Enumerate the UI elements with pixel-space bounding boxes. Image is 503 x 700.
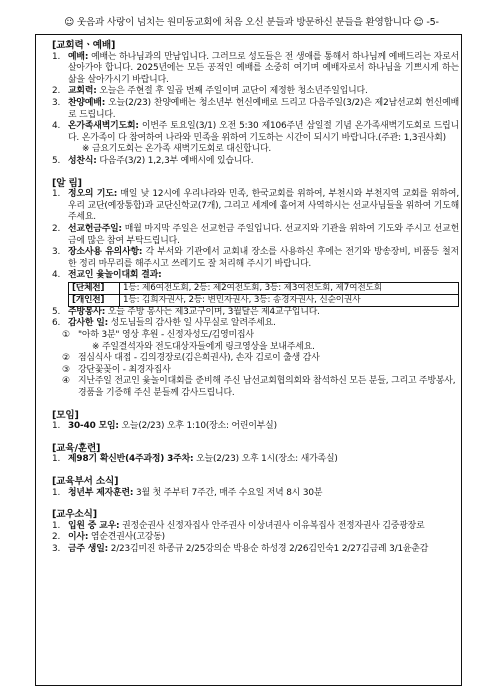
item-label: 온가족새벽기도회:	[68, 121, 139, 132]
thanks-note: ※ 주일결석자와 전도대상자들에게 링크영상을 보내주세요.	[92, 341, 315, 352]
result-key: [개인전]	[69, 294, 120, 306]
item-text: 3월 첫 주부터 7주간, 매주 수요일 저녁 8시 30분	[133, 487, 323, 498]
item-label: 주방봉사:	[68, 306, 106, 317]
worship-item-3: 3. 찬양예배: 오늘(2/23) 찬양예배는 청소년부 헌신예배로 드리고 다음주일(3/2)은 제2남선교회 헌신예배로 드립니다.	[52, 97, 459, 120]
dept-item-1: 1. 청년부 제자훈련: 3월 첫 주부터 7주간, 매주 수요일 저녁 8시 30분	[52, 487, 323, 498]
item-text: 성도님들의 감사한 일 사무실로 알려주세요.	[108, 318, 276, 329]
members-item-3: 3. 금주 생일: 2/23김미진 하종규 2/25강의순 박용순 하성경 2/26김인숙1 2/27김금례 3/1윤춘감	[52, 543, 429, 554]
notice-item-3: 3. 장소사용 유의사항: 각 부서와 기관에서 교회내 장소를 사용하신 후에는 전기와 방송장비, 비품등 철저한 정리 마무리를 해주시고 쓰레기도 잘 처리해 주시기 바랍니다.	[52, 247, 459, 269]
item-label: 감사한 일:	[68, 318, 109, 329]
thanks-item-1: ① "아하 3분" 영상 후원 - 신정자성도/김영미집사	[62, 330, 254, 341]
item-text: 오늘(2/23) 찬양예배는 청소년부 헌신예배로 드리고 다음주일(3/2)은 제2남선교회 헌신예배로 드립니다.	[68, 97, 459, 120]
item-label: 금주 생일:	[68, 543, 109, 554]
section-title-notices: [알 림]	[52, 177, 82, 189]
notice-item-1: 1. 정오의 기도: 매일 낮 12시에 우리나라와 민족, 한국교회를 위하여, 부천시와 부천지역 교회를 위하여, 우리 교단(예장통합)과 교단신학교(7개), 그리고 세계에 흩어져 사역하시는 선교사님들을 위하여 기도해 주세요.	[52, 189, 459, 223]
item-text: 염순견권사(고강동)	[88, 532, 165, 543]
training-item-1: 1. 제98기 확신반(4주과정) 3주차: 오늘(2/23) 오후 1시(장소: 새가족실)	[52, 454, 338, 465]
yut-results-table	[68, 282, 459, 307]
item-label: 제98기 확신반(4주과정) 3주차:	[68, 454, 194, 465]
item-text: 이번주 토요일(3/1) 오전 5:30 제106주년 삼일절 기념 온가족새벽기도회로 드립니다. 온가족이 다 참여하여 나라와 민족을 위하여 기도하는 시간이 되시기 바랍니다.(주관: 1,3권사회)	[68, 121, 459, 143]
item-label: 장소사용 유의사항:	[68, 247, 143, 258]
worship-item-5: 5. 성찬식: 다음주(3/2) 1,2,3부 예배시에 있습니다.	[52, 155, 254, 166]
result-value: 1등: 김희자권사, 2등: 변민자권사, 3등: 송경자권사, 신순이권사	[120, 294, 459, 306]
bulletin-content	[52, 38, 459, 556]
thanks-item-3: ③ 강단꽃꽂이 - 최경자집사	[62, 364, 171, 375]
item-label: 입원 중 교우:	[68, 520, 120, 531]
members-item-2: 2. 이사: 염순견권사(고강동)	[52, 532, 165, 543]
table-row	[69, 294, 459, 306]
thanks-item-4: ④ 지난주일 전교인 윷놀이대회를 준비해 주신 남선교회협의회와 참석하신 모든 분들, 그리고 주방봉사, 경품을 기증해 주신 분들께 감사드립니다.	[62, 376, 456, 399]
worship-item-2: 2. 교회력: 오늘은 주현절 후 일곱 번째 주일이며 교단이 제정한 청소년주일입니다.	[52, 86, 368, 97]
notice-item-2: 2. 선교헌금주일: 매월 마지막 주일은 선교헌금 주일입니다. 선교지와 기관을 위하여 기도와 주시고 선교헌금에 많은 참여 부탁드립니다.	[52, 223, 459, 246]
item-label: 선교헌금주일:	[68, 223, 122, 234]
item-label: 찬양예배:	[68, 97, 106, 108]
meeting-item-1: 1. 30-40 모임: 오늘(2/23) 오후 1:10(장소: 어린이부실)	[52, 421, 277, 432]
notice-item-4: 4. 전교인 윷놀이대회 결과:	[52, 270, 162, 281]
section-title-meeting: [모임]	[52, 409, 79, 421]
worship-item-4: 4. 온가족새벽기도회: 이번주 토요일(3/1) 오전 5:30 제106주년 삼일절 기념 온가족새벽기도회로 드립니다. 온가족이 다 참여하여 나라와 민족을 위하여 기도하는 시간이 되시기 바랍니다.(주관: 1,3권사회)	[52, 121, 459, 143]
item-label: 30-40 모임:	[68, 421, 119, 432]
item-text: 다음주(3/2) 1,2,3부 예배시에 있습니다.	[96, 155, 254, 166]
page-header: ☺ 웃음과 사랑이 넘치는 원미동교회에 처음 오신 분들과 방문하신 분들을 환영합니다 ☺ -5-	[64, 17, 439, 28]
item-text: 오늘 주방 봉사는 제3교구이며, 3월달은 제4교구입니다.	[105, 306, 320, 317]
table-row	[69, 282, 459, 294]
section-title-members: [교우소식]	[52, 509, 97, 521]
worship-note: ※ 금요기도회는 온가족 새벽기도회로 대신합니다.	[82, 144, 272, 155]
section-title-worship: [교회력ㆍ예배]	[52, 40, 116, 51]
item-text: 예배는 하나님과의 만남입니다. 그러므로 성도들은 전 생애를 통해서 하나님께 예배드리는 자로서 살아가야 합니다. 2025년에는 모든 공적인 예배를 소중히 여기며 예배자로서 하나님을 기쁘시게 하는 삶을 살아가시기 바랍니다.	[68, 51, 459, 85]
item-text: 오늘(2/23) 오후 1:10(장소: 어린이부실)	[118, 421, 277, 432]
item-text: 각 부서와 기관에서 교회내 장소를 사용하신 후에는 전기와 방송장비, 비품등 철저한 정리 마무리를 해주시고 쓰레기도 잘 처리해 주시기 바랍니다.	[68, 247, 459, 269]
item-text: 2/23김미진 하종규 2/25강의순 박용순 하성경 2/26김인숙1 2/27김금례 3/1윤춘감	[108, 543, 429, 554]
members-item-1: 1. 입원 중 교우: 권정순권사 신정자집사 안주권사 이상녀권사 이유복집사 전정자권사 김중광장로	[52, 520, 425, 531]
item-label: 정오의 기도:	[68, 189, 118, 200]
item-label: 성찬식:	[68, 155, 97, 166]
section-title-training: [교육/훈련]	[52, 442, 101, 454]
item-text: 매월 마지막 주일은 선교헌금 주일입니다. 선교지와 기관을 위하여 기도와 주시고 선교헌금에 많은 참여 부탁드립니다.	[68, 223, 459, 246]
item-label: 예배:	[68, 51, 89, 62]
item-label: 이사:	[68, 532, 89, 543]
result-value: 1등: 제6여전도회, 2등: 제2여전도회, 3등: 제3여전도회, 제7여전도회	[120, 282, 459, 294]
worship-item-1: 1. 예배: 예배는 하나님과의 만남입니다. 그러므로 성도들은 전 생애를 통해서 하나님께 예배드리는 자로서 살아가야 합니다. 2025년에는 모든 공적인 예배를 소중히 여기며 예배자로서 하나님을 기쁘시게 하는 삶을 살아가시기 바랍니다.	[52, 51, 459, 85]
item-label: 교회력:	[68, 86, 97, 97]
result-key: [단체전]	[69, 282, 120, 294]
thanks-item-2: ② 점심식사 대접 - 김의경장로(김은희권사), 손자 김로이 출생 감사	[62, 353, 320, 364]
item-label: 전교인 윷놀이대회 결과:	[68, 270, 162, 281]
item-text: 매일 낮 12시에 우리나라와 민족, 한국교회를 위하여, 부천시와 부천지역 교회를 위하여, 우리 교단(예장통합)과 교단신학교(7개), 그리고 세계에 흩어져 사역하시는 선교사님들을 위하여 기도해 주세요.	[68, 189, 459, 223]
item-text: 오늘(2/23) 오후 1시(장소: 새가족실)	[193, 454, 338, 465]
section-title-dept: [교육부서 소식]	[52, 476, 119, 487]
item-label: 청년부 제자훈련:	[68, 487, 134, 498]
item-text: 오늘은 주현절 후 일곱 번째 주일이며 교단이 제정한 청소년주일입니다.	[96, 86, 368, 97]
notice-item-5: 5. 주방봉사: 오늘 주방 봉사는 제3교구이며, 3월달은 제4교구입니다.	[52, 306, 320, 317]
item-text: 권정순권사 신정자집사 안주권사 이상녀권사 이유복집사 전정자권사 김중광장로	[119, 520, 425, 531]
notice-item-6: 6. 감사한 일: 성도님들의 감사한 일 사무실로 알려주세요.	[52, 318, 276, 329]
